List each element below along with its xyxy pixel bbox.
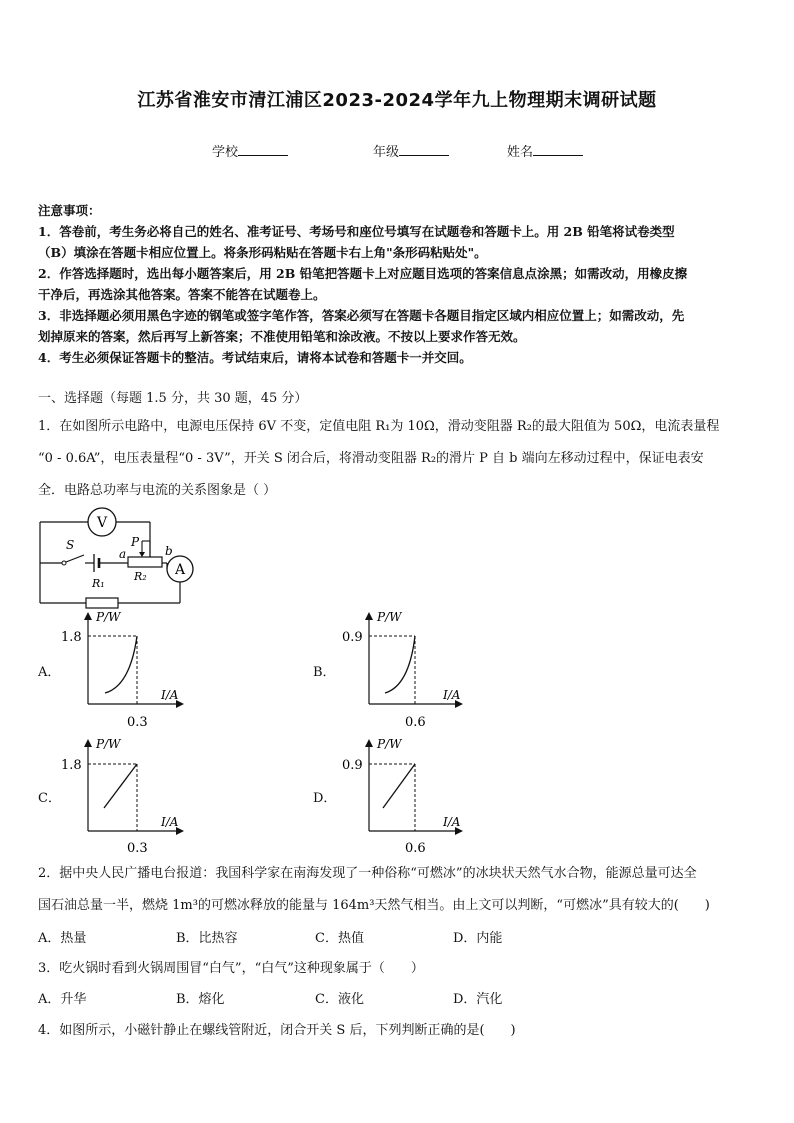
- q1-line: 1．在如图所示电路中，电源电压保持 6V 不变，定值电阻 R₁为 10Ω，滑动变阻器 R₂的最大阻值为 50Ω，电流表量程: [38, 419, 720, 434]
- school-field[interactable]: [212, 141, 288, 160]
- y-axis-arrow-icon: [84, 612, 92, 620]
- name-label: 姓名: [507, 145, 534, 160]
- rheostat-r2: [128, 557, 162, 567]
- option-c-graph[interactable]: [58, 733, 198, 855]
- y-axis-label: P/W: [96, 610, 121, 624]
- school-label: 学校: [212, 145, 239, 160]
- power-line: [383, 764, 415, 808]
- notice-line: 2．作答选择题时，选出每小题答案后，用 2B 铅笔把答题卡上对应题目选项的答案信息点涂黑；如需改动，用橡皮擦: [38, 266, 688, 281]
- option-c-label[interactable]: C．: [38, 791, 61, 806]
- x-axis-label: I/A: [443, 815, 461, 829]
- q3-choice-c[interactable]: C．液化: [315, 992, 364, 1007]
- slider-label: P: [131, 535, 140, 549]
- school-blank[interactable]: [238, 143, 288, 156]
- q1-line: “0 - 0.6A”，电压表量程“0 - 3V”，开关 S 闭合后，将滑动变阻器 R₂的滑片 P 自 b 端向左移动过程中，保证电表安: [38, 451, 704, 466]
- q4-line: 4．如图所示，小磁针静止在螺线管附近，闭合开关 S 后，下列判断正确的是( ): [38, 1023, 516, 1038]
- q2-choice-b[interactable]: B．比热容: [176, 931, 238, 946]
- option-d-graph[interactable]: [333, 733, 473, 855]
- x-value-label: 0.3: [127, 715, 148, 730]
- x-value-label: 0.3: [127, 841, 148, 855]
- y-axis-arrow-icon: [365, 739, 373, 747]
- grade-blank[interactable]: [399, 143, 449, 156]
- y-axis-arrow-icon: [365, 612, 373, 620]
- notice-line: 3．非选择题必须用黑色字迹的钢笔或签字笔作答，答案必须写在答题卡各题目指定区域内相应位置上；如需改动，先: [38, 308, 685, 323]
- option-a-label[interactable]: A．: [38, 665, 61, 680]
- y-axis-label: P/W: [377, 610, 402, 624]
- power-curve: [105, 636, 137, 693]
- y-max-label: 1.8: [61, 758, 82, 773]
- q3-line: 3．吃火锅时看到火锅周围冒“白气”，“白气”这种现象属于（ ）: [38, 961, 424, 976]
- option-b-graph[interactable]: [333, 608, 473, 730]
- name-blank[interactable]: [533, 143, 583, 156]
- page-title: 江苏省淮安市清江浦区2023-2024学年九上物理期末调研试题: [137, 90, 657, 111]
- y-axis-arrow-icon: [84, 739, 92, 747]
- switch-label: S: [66, 538, 75, 552]
- grade-label: 年级: [373, 145, 400, 160]
- power-curve: [385, 636, 415, 693]
- y-max-label: 1.8: [61, 630, 82, 645]
- notice-line: 划掉原来的答案，然后再写上新答案；不准使用铅笔和涂改液。不按以上要求作答无效。: [38, 329, 526, 344]
- notice-line: （B）填涂在答题卡相应位置上。将条形码粘贴在答题卡右上角"条形码粘贴处"。: [38, 245, 487, 260]
- y-axis-label: P/W: [377, 737, 402, 751]
- q3-choice-d[interactable]: D．汽化: [453, 992, 503, 1007]
- option-b-label[interactable]: B．: [313, 665, 336, 680]
- grade-field[interactable]: [373, 141, 449, 160]
- section-heading: 一、选择题（每题 1.5 分，共 30 题，45 分）: [38, 391, 308, 406]
- x-axis-label: I/A: [161, 815, 179, 829]
- power-line: [104, 764, 137, 808]
- q1-line: 全．电路总功率与电流的关系图象是（ ）: [38, 483, 277, 498]
- end-b-label: b: [165, 544, 173, 558]
- notice-heading: 注意事项：: [38, 203, 101, 218]
- end-a-label: a: [119, 547, 127, 561]
- q3-choice-a[interactable]: A．升华: [38, 992, 87, 1007]
- notice-line: 干净后，再选涂其他答案。答案不能答在试题卷上。: [38, 287, 326, 302]
- notice-line: 4．考生必须保证答题卡的整洁。考试结束后，请将本试卷和答题卡一并交回。: [38, 350, 472, 365]
- q2-choice-d[interactable]: D．内能: [453, 931, 503, 946]
- circuit-diagram: [30, 505, 210, 610]
- option-a-graph[interactable]: [58, 608, 198, 730]
- resistor-r1: [86, 598, 118, 608]
- name-field[interactable]: [507, 141, 583, 160]
- voltmeter-label: V: [96, 515, 108, 531]
- switch-icon: [66, 555, 84, 562]
- notice-line: 1．答卷前，考生务必将自己的姓名、准考证号、考场号和座位号填写在试题卷和答题卡上。用 2B 铅笔将试卷类型: [38, 224, 675, 239]
- q2-line: 国石油总量一半，燃烧 1m³的可燃冰释放的能量与 164m³天然气相当。由上文可以判断，“可燃冰”具有较大的( ): [38, 898, 710, 913]
- x-axis-label: I/A: [443, 688, 461, 702]
- y-max-label: 0.9: [342, 758, 363, 773]
- x-value-label: 0.6: [405, 841, 426, 855]
- y-axis-label: P/W: [96, 737, 121, 751]
- q2-line: 2．据中央人民广播电台报道：我国科学家在南海发现了一种俗称“可燃冰”的冰块状天然气水合物，能源总量可达全: [38, 866, 697, 881]
- x-axis-label: I/A: [161, 688, 179, 702]
- x-value-label: 0.6: [405, 715, 426, 730]
- q3-choice-b[interactable]: B．熔化: [176, 992, 225, 1007]
- slider-arrow-icon: [139, 552, 145, 557]
- y-max-label: 0.9: [342, 630, 363, 645]
- switch-contact: [62, 561, 66, 565]
- ammeter-label: A: [174, 562, 186, 578]
- q2-choice-c[interactable]: C．热值: [315, 931, 364, 946]
- r1-label: R₁: [92, 577, 105, 590]
- option-d-label[interactable]: D．: [313, 791, 337, 806]
- q2-choice-a[interactable]: A．热量: [38, 931, 87, 946]
- r2-label: R₂: [134, 570, 147, 583]
